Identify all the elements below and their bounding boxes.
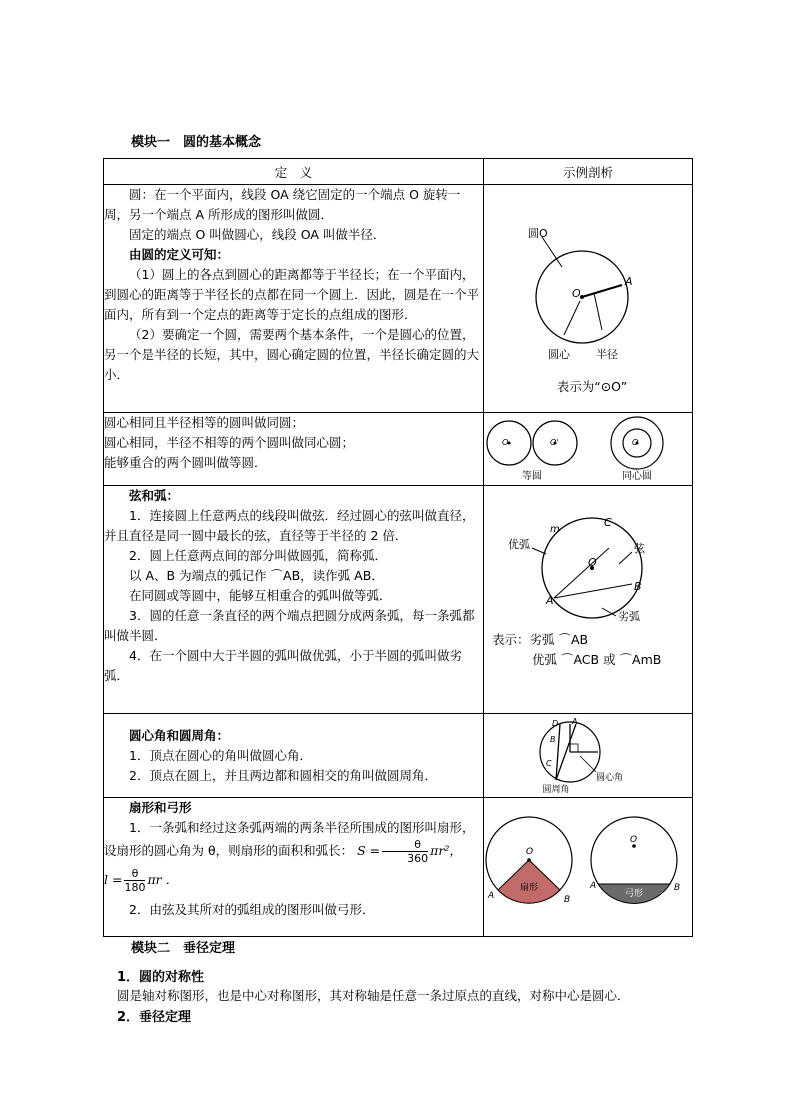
svg-text:B: B	[634, 580, 642, 593]
center-label-arrow	[564, 301, 580, 335]
label-equal-circles: 等圆	[522, 471, 542, 482]
sector-segment-figure	[484, 798, 693, 933]
header-examples: 示例剖析	[484, 159, 693, 185]
svg-text:m: m	[550, 524, 560, 535]
major-minor-def: 4．在一个圆中大于半圆的弧叫做优弧，小于半圆的弧叫做劣弧．	[104, 648, 462, 683]
header-definition: 定 义	[104, 159, 484, 185]
property-1: （1）圆上的各点到圆心的距离都等于半径长；在一个平面内，到圆心的距离等于半径长的点都在同一个圆上．因此，圆是在一个平面内，所有到一个定点的距离等于定长的点组成的图形．	[104, 267, 480, 322]
label-minor-arc: 劣弧	[618, 610, 640, 623]
arc-notation: 以 A、B 为端点的弧记作 ⌒AB，读作弧 AB．	[129, 568, 384, 583]
angle-heading: 圆心角和圆周角：	[129, 728, 230, 743]
row2-figure-cell	[484, 413, 693, 486]
same-circle-def: 圆心相同且半径相等的圆叫做同圆；	[104, 415, 305, 430]
fraction-area: $\frac{\theta}{360}$	[382, 838, 428, 865]
label-o: O	[572, 287, 581, 300]
svg-text:A: A	[488, 891, 495, 901]
arc-length-formula: l = $\frac{\theta}{180}$ πr ．	[104, 867, 179, 894]
sector-def: 1．一条弧和经过这条弧两端的两条半径所围成的图形叫扇形，设扇形的圆心角为 θ，则扇形的面积和弧长： S = $\frac{\theta}{360}$ πr²，	[104, 820, 475, 865]
arc-def: 2．圆上任意两点间的部分叫做圆弧，简称弧．	[129, 548, 387, 563]
circle-figure	[484, 185, 693, 409]
svg-text:C: C	[604, 516, 612, 529]
svg-text:A: A	[546, 594, 554, 607]
sector-segment-heading: 扇形和弓形	[129, 800, 192, 815]
notation-major: 优弧 ⌒ACB 或 ⌒AmB	[532, 652, 662, 667]
center-radius-definition: 固定的端点 O 叫做圆心，线段 OA 叫做半径．	[129, 227, 386, 242]
radius-line	[582, 285, 622, 297]
label-concentric: 同心圆	[622, 471, 652, 482]
svg-text:O: O	[632, 438, 639, 447]
equal-concentric-figure	[484, 413, 693, 482]
label-radius: 半径	[596, 348, 618, 361]
row5-definition	[104, 798, 484, 937]
inscribed-angle-def: 2．顶点在圆上，并且两边都和圆相交的角叫做圆周角．	[129, 768, 437, 783]
label-inscribed-angle: 圆周角	[542, 785, 570, 794]
circle-definition: 圆：在一个平面内，线段 OA 绕它固定的一个端点 O 旋转一周，另一个端点 A 所形成的图形叫做圆．	[104, 187, 461, 222]
central-angle-def: 1．顶点在圆心的角叫做圆心角．	[129, 748, 312, 763]
label-sector: 扇形	[519, 883, 539, 893]
row3-figure-cell	[484, 486, 693, 714]
label-central-angle: 圆心角	[596, 773, 624, 783]
svg-text:D: D	[552, 719, 559, 728]
row4-definition	[104, 714, 484, 798]
svg-text:A: A	[590, 881, 597, 891]
label-circle-o: 圆O	[528, 227, 548, 240]
notation-minor: 表示：劣弧 ⌒AB	[492, 632, 589, 647]
module2-title: 模块二 垂径定理	[131, 941, 236, 956]
module1-title: 模块一 圆的基本概念	[131, 135, 262, 150]
row4-figure-cell	[484, 714, 693, 798]
property-2: （2）要确定一个圆，需要两个基本条件，一个是圆心的位置，另一个是半径的长短，其中，圆心确定圆的位置，半径长确定圆的大小．	[104, 327, 480, 382]
svg-text:O: O	[502, 438, 509, 447]
chord-ab	[554, 584, 632, 598]
chord-arc-figure	[484, 486, 693, 710]
chord-arc-heading: 弦和弧：	[129, 488, 180, 503]
semicircle-def: 3．圆的任意一条直径的两个端点把圆分成两条弧，每一条弧都叫做半圆．	[104, 608, 475, 643]
segment-def: 2．由弦及其所对的弧组成的图形叫做弓形．	[129, 902, 375, 917]
label-major-arc: 优弧	[508, 538, 530, 551]
svg-text:O: O	[526, 847, 534, 857]
row5-figure-cell	[484, 798, 693, 937]
symmetry-title: 1．圆的对称性	[117, 970, 205, 985]
chord-def: 1．连接圆上任意两点的线段叫做弦．经过圆心的弦叫做直径，并且直径是同一圆中最长的弦，直径等于半径的 2 倍．	[104, 508, 475, 543]
svg-text:B: B	[550, 735, 556, 744]
label-chord: 弦	[634, 542, 645, 555]
label-a: A	[625, 275, 633, 288]
svg-text:A: A	[572, 717, 578, 726]
svg-text:B: B	[674, 883, 681, 893]
deduction-heading: 由圆的定义可知：	[129, 247, 230, 262]
circle-notation-caption: 表示为“⊙O”	[556, 379, 628, 394]
perpendicular-theorem-title: 2．垂径定理	[117, 1010, 192, 1025]
row2-definition	[104, 413, 484, 486]
label-segment: 弓形	[624, 889, 644, 899]
concept-table	[103, 158, 693, 937]
svg-text:O': O'	[550, 438, 559, 447]
equal-arc-def: 在同圆或等圆中，能够互相重合的弧叫做等弧．	[129, 588, 392, 603]
radius-label-arrow	[594, 293, 602, 330]
concentric-def: 圆心相同，半径不相等的两个圆叫做同心圆；	[104, 435, 355, 450]
row3-definition	[104, 486, 484, 714]
fraction-length: $\frac{\theta}{180}$	[124, 867, 146, 894]
svg-text:O: O	[588, 556, 597, 569]
equal-circle-def: 能够重合的两个圆叫做等圆．	[104, 455, 267, 470]
angle-figure	[484, 714, 693, 794]
chord-line	[554, 548, 609, 598]
svg-text:O: O	[630, 835, 638, 845]
svg-text:B: B	[564, 895, 571, 905]
svg-text:C: C	[546, 759, 552, 768]
row1-figure-cell	[484, 185, 693, 413]
row1-definition	[104, 185, 484, 413]
symmetry-text: 圆是轴对称图形，也是中心对称图形，其对称轴是任意一条过原点的直线，对称中心是圆心．	[117, 988, 630, 1003]
label-center: 圆心	[548, 348, 570, 361]
